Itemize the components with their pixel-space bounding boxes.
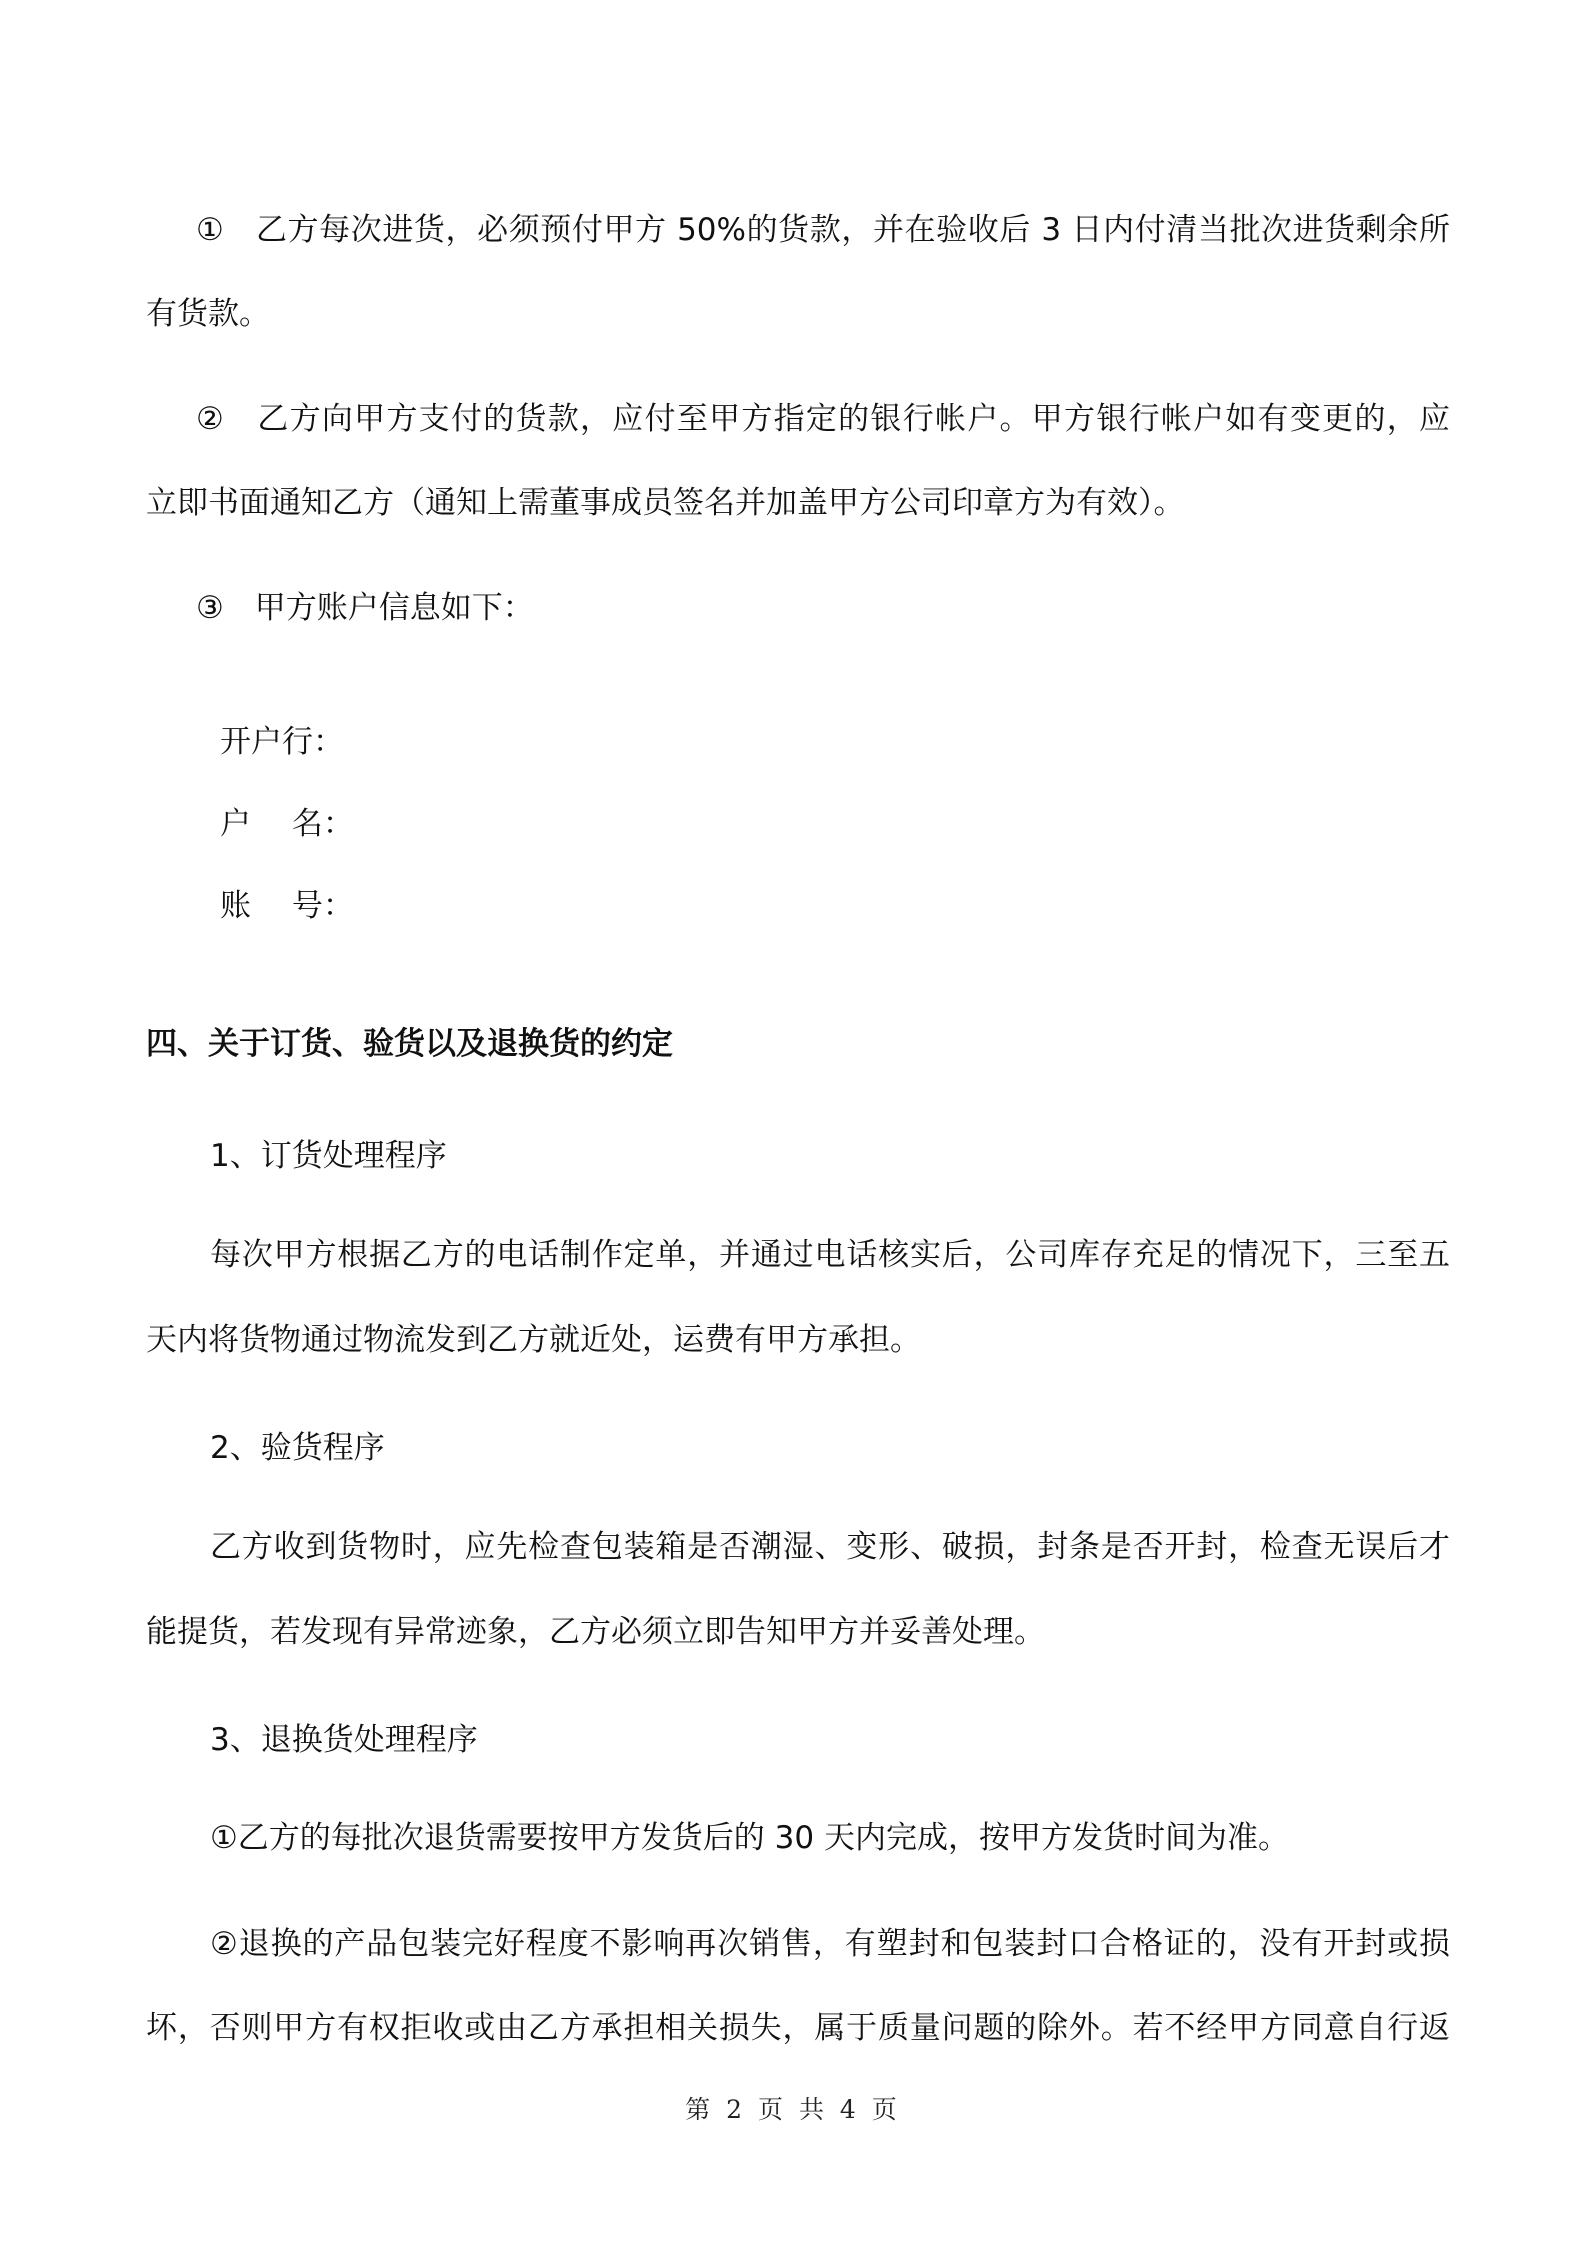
subsection-3-item-2-line-2: 坏，否则甲方有权拒收或由乙方承担相关损失，属于质量问题的除外。若不经甲方同意自行返: [146, 2010, 1450, 2046]
account-number-label: 账 号：: [220, 888, 354, 924]
page-number-footer: 第 2 页 共 4 页: [685, 2095, 901, 2124]
subsection-3-item-2-line-1: ②退换的产品包装完好程度不影响再次销售，有塑封和包装封口合格证的，没有开封或损: [210, 1926, 1450, 1962]
account-name-label: 户 名：: [220, 806, 354, 842]
clause-1-line-1: ① 乙方每次进货，必须预付甲方 50%的货款，并在验收后 3 日内付清当批次进货剩余所: [196, 212, 1450, 248]
section-4-heading: 四、关于订货、验货以及退换货的约定: [146, 1026, 673, 1062]
clause-1-line-2: 有货款。: [146, 296, 270, 332]
clause-2-line-1: ② 乙方向甲方支付的货款，应付至甲方指定的银行帐户。甲方银行帐户如有变更的，应: [196, 401, 1450, 437]
subsection-1-heading: 1、订货处理程序: [210, 1138, 447, 1174]
subsection-2-line-2: 能提货，若发现有异常迹象，乙方必须立即告知甲方并妥善处理。: [146, 1614, 1045, 1650]
subsection-1-line-2: 天内将货物通过物流发到乙方就近处，运费有甲方承担。: [146, 1322, 921, 1358]
clause-2-line-2: 立即书面通知乙方（通知上需董事成员签名并加盖甲方公司印章方为有效）。: [146, 485, 1185, 521]
bank-label: 开户行：: [220, 724, 344, 760]
subsection-3-item-1: ①乙方的每批次退货需要按甲方发货后的 30 天内完成，按甲方发货时间为准。: [210, 1820, 1289, 1856]
subsection-2-line-1: 乙方收到货物时，应先检查包装箱是否潮湿、变形、破损，封条是否开封，检查无误后才: [210, 1529, 1450, 1565]
subsection-3-heading: 3、退换货处理程序: [210, 1722, 478, 1758]
subsection-2-heading: 2、验货程序: [210, 1430, 385, 1466]
subsection-1-line-1: 每次甲方根据乙方的电话制作定单，并通过电话核实后，公司库存充足的情况下，三至五: [210, 1237, 1450, 1273]
clause-3-line-1: ③ 甲方账户信息如下：: [196, 590, 534, 626]
